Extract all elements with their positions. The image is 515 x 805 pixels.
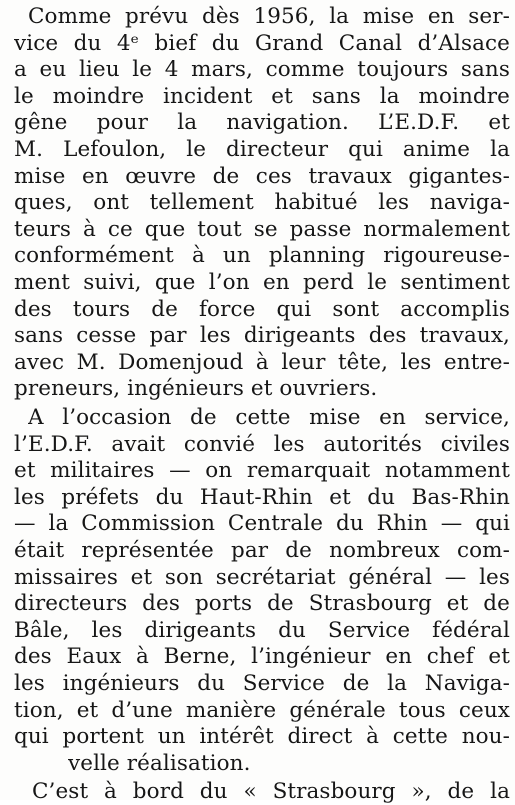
paragraph-2-line-5: — la Commission Centrale du Rhin — qui xyxy=(14,511,510,537)
paragraph-1-line-6: M. Lefoulon, le directeur qui anime la xyxy=(14,137,510,162)
paragraph-1-line-4: le moindre incident et sans la moindre xyxy=(14,83,510,109)
paragraph-2-line-13: qui portent un intérêt direct à cette nou- xyxy=(14,724,510,750)
paragraph-1-line-13: sans cesse par les dirigeants des travaux, xyxy=(14,323,510,349)
paragraph-2-line-10: des Eaux à Berne, l’ingénieur en chef et xyxy=(14,644,510,670)
paragraph-2-line-6: était représentée par de nombreux com- xyxy=(14,538,510,563)
paragraph-1-line-7: mise en œuvre de ces travaux gigantes- xyxy=(14,163,510,189)
paragraph-2-line-11: les ingénieurs du Service de la Naviga- xyxy=(14,671,510,696)
paragraph-2-line-3: et militaires — on remarquait notamment xyxy=(14,458,510,484)
paragraph-3-line-1: C’est à bord du « Strasbourg », de la xyxy=(32,779,510,805)
paragraph-2-line-4: les préfets du Haut-Rhin et du Bas-Rhin xyxy=(14,484,510,510)
paragraph-1-line-1: Comme prévu dès 1956, la mise en ser- xyxy=(28,4,510,29)
paragraph-2-line-7: missaires et son secrétariat général — les xyxy=(14,564,510,590)
paragraph-1-line-15: preneurs, ingénieurs et ouvriers. xyxy=(14,376,378,402)
paragraph-2-line-8: directeurs des ports de Strasbourg et de xyxy=(14,591,510,617)
paragraph-1-line-9: teurs à ce que tout se passe normalement xyxy=(14,216,510,242)
paragraph-1-line-5: gêne pour la navigation. L’E.D.F. et xyxy=(14,110,510,136)
paragraph-1-line-11: ment suivi, que l’on en perd le sentiment xyxy=(14,270,510,295)
paragraph-1-line-12: des tours de force qui sont accomplis xyxy=(14,296,510,322)
paragraph-1-line-3: a eu lieu le 4 mars, comme toujours sans xyxy=(14,57,510,83)
paragraph-1-line-14: avec M. Domenjoud à leur tête, les entre- xyxy=(14,349,510,375)
paragraph-1-line-8: ques, ont tellement habitué les naviga- xyxy=(14,190,510,216)
paragraph-1-line-10: conformément à un planning rigoureuse- xyxy=(14,243,510,269)
paragraph-1-line-2: vice du 4ᵉ bief du Grand Canal d’Alsace xyxy=(14,30,510,56)
paragraph-2-line-9: Bâle, les dirigeants du Service fédéral xyxy=(14,617,510,643)
paragraph-2-line-14: velle réalisation. xyxy=(68,750,251,776)
paragraph-2-line-2: l’E.D.F. avait convié les autorités civiles xyxy=(14,431,510,457)
paragraph-2-line-1: A l’occasion de cette mise en service, xyxy=(28,405,510,430)
paragraph-2-line-12: tion, et d’une manière générale tous ceux xyxy=(14,697,510,723)
